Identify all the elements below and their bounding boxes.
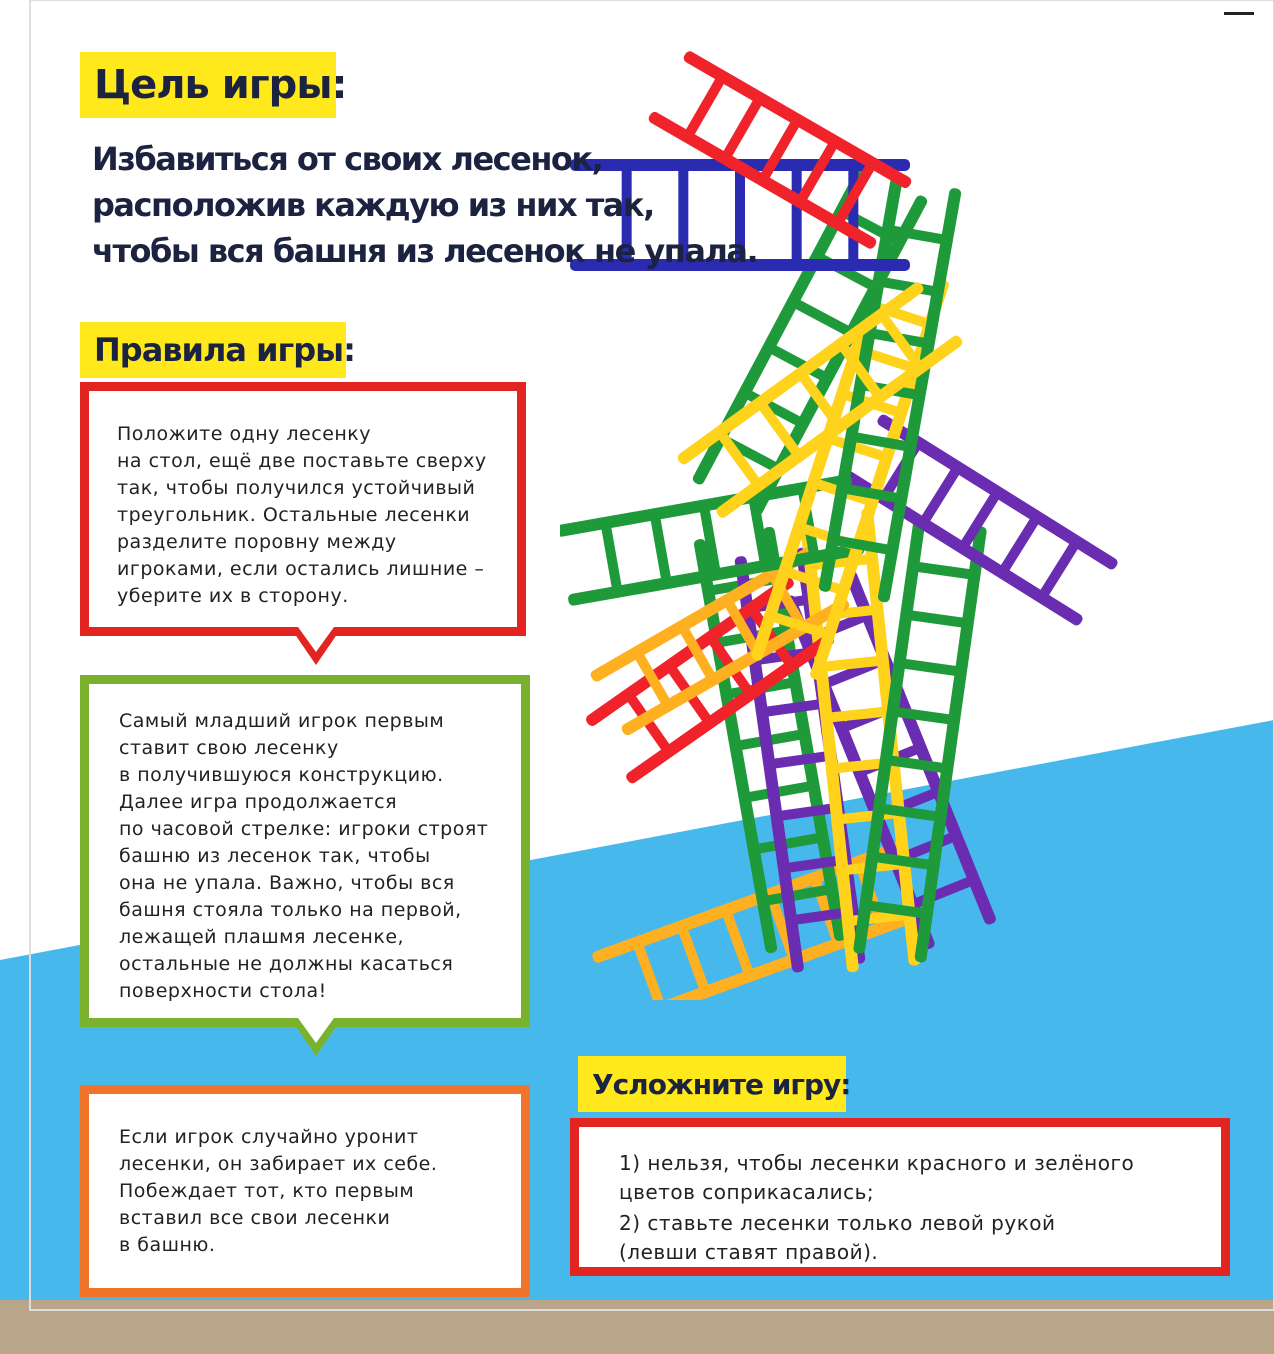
rule-step-3-text: Если игрок случайно уронит лесенки, он забирает их себе. Побеждает тот, кто первым вставил все свои лесенки в башню. — [119, 1126, 438, 1256]
goal-line-3: чтобы вся башня из лесенок не упала. — [92, 232, 758, 270]
goal-line-2: расположив каждую из них так, — [92, 186, 654, 224]
ladder-rung — [753, 832, 824, 854]
harder-rule-1: 1) нельзя, чтобы лесенки красного и зелёного цветов соприкасались; — [619, 1151, 1135, 1204]
ladder-rung — [906, 610, 969, 629]
ladder-rung — [683, 74, 727, 140]
rule-step-2-text: Самый младший игрок первым ставит свою лесенку в получившуюся конструкцию. Далее игра продолжается по часовой стрелке: игроки строят башню из лесенок так, чтобы она не упала. Важно, чтобы вся башня стояла только на первой, лежащей плашмя лесенке, остальные не должны касаться поверхности стола! — [119, 710, 489, 1002]
ladder-rung — [998, 514, 1041, 575]
ladder-tower-illustration — [560, 40, 1240, 1000]
rule-step-1-box — [80, 382, 526, 636]
harder-rule-2: 2) ставьте лесенки только левой рукой (левши ставят правой). — [619, 1211, 1056, 1264]
ladder-rung — [721, 96, 765, 162]
rule-step-3-box — [80, 1085, 530, 1297]
ladder-rung — [633, 650, 673, 709]
ladder-rung — [912, 561, 975, 580]
ladder-rung — [721, 908, 754, 977]
ladder-rung — [601, 522, 623, 593]
ladder-rung — [650, 513, 672, 584]
ladder-rung — [848, 165, 858, 265]
goal-heading: Цель игры: — [80, 52, 336, 118]
harder-rules-box — [570, 1118, 1230, 1276]
ladder-rung — [1037, 539, 1080, 600]
rule-step-1-pointer-inner — [298, 627, 334, 652]
ladder-rung — [633, 941, 666, 1000]
ladder-rung — [919, 465, 962, 526]
ladder-rung — [911, 875, 976, 909]
ladder-rung — [815, 252, 878, 292]
ladder-rung — [677, 925, 710, 994]
rules-heading: Правила игры: — [80, 322, 346, 378]
ladder-rung — [792, 165, 802, 265]
rule-step-1-text: Положите одну лесенку на стол, ещё две поставьте сверху так, чтобы получился устойчивый треугольник. Остальные лесенки разделите поровну между игроками, если остались лишние – уберите их в сторону. — [117, 423, 487, 607]
edge-mark — [1224, 12, 1254, 15]
harder-heading: Усложните игру: — [578, 1056, 846, 1112]
ladder-rung — [796, 139, 840, 205]
ladder-rung — [769, 751, 832, 770]
ladder-rung — [899, 658, 962, 677]
ladder-rung — [892, 707, 955, 726]
rule-step-2-pointer-inner — [298, 1018, 334, 1043]
ladder-rung — [776, 803, 839, 822]
ladder-rung — [791, 297, 854, 337]
box-bottom-edge — [0, 1300, 1274, 1354]
goal-line-1: Избавиться от своих лесенок, — [92, 140, 603, 178]
rule-step-2-box — [80, 675, 530, 1027]
